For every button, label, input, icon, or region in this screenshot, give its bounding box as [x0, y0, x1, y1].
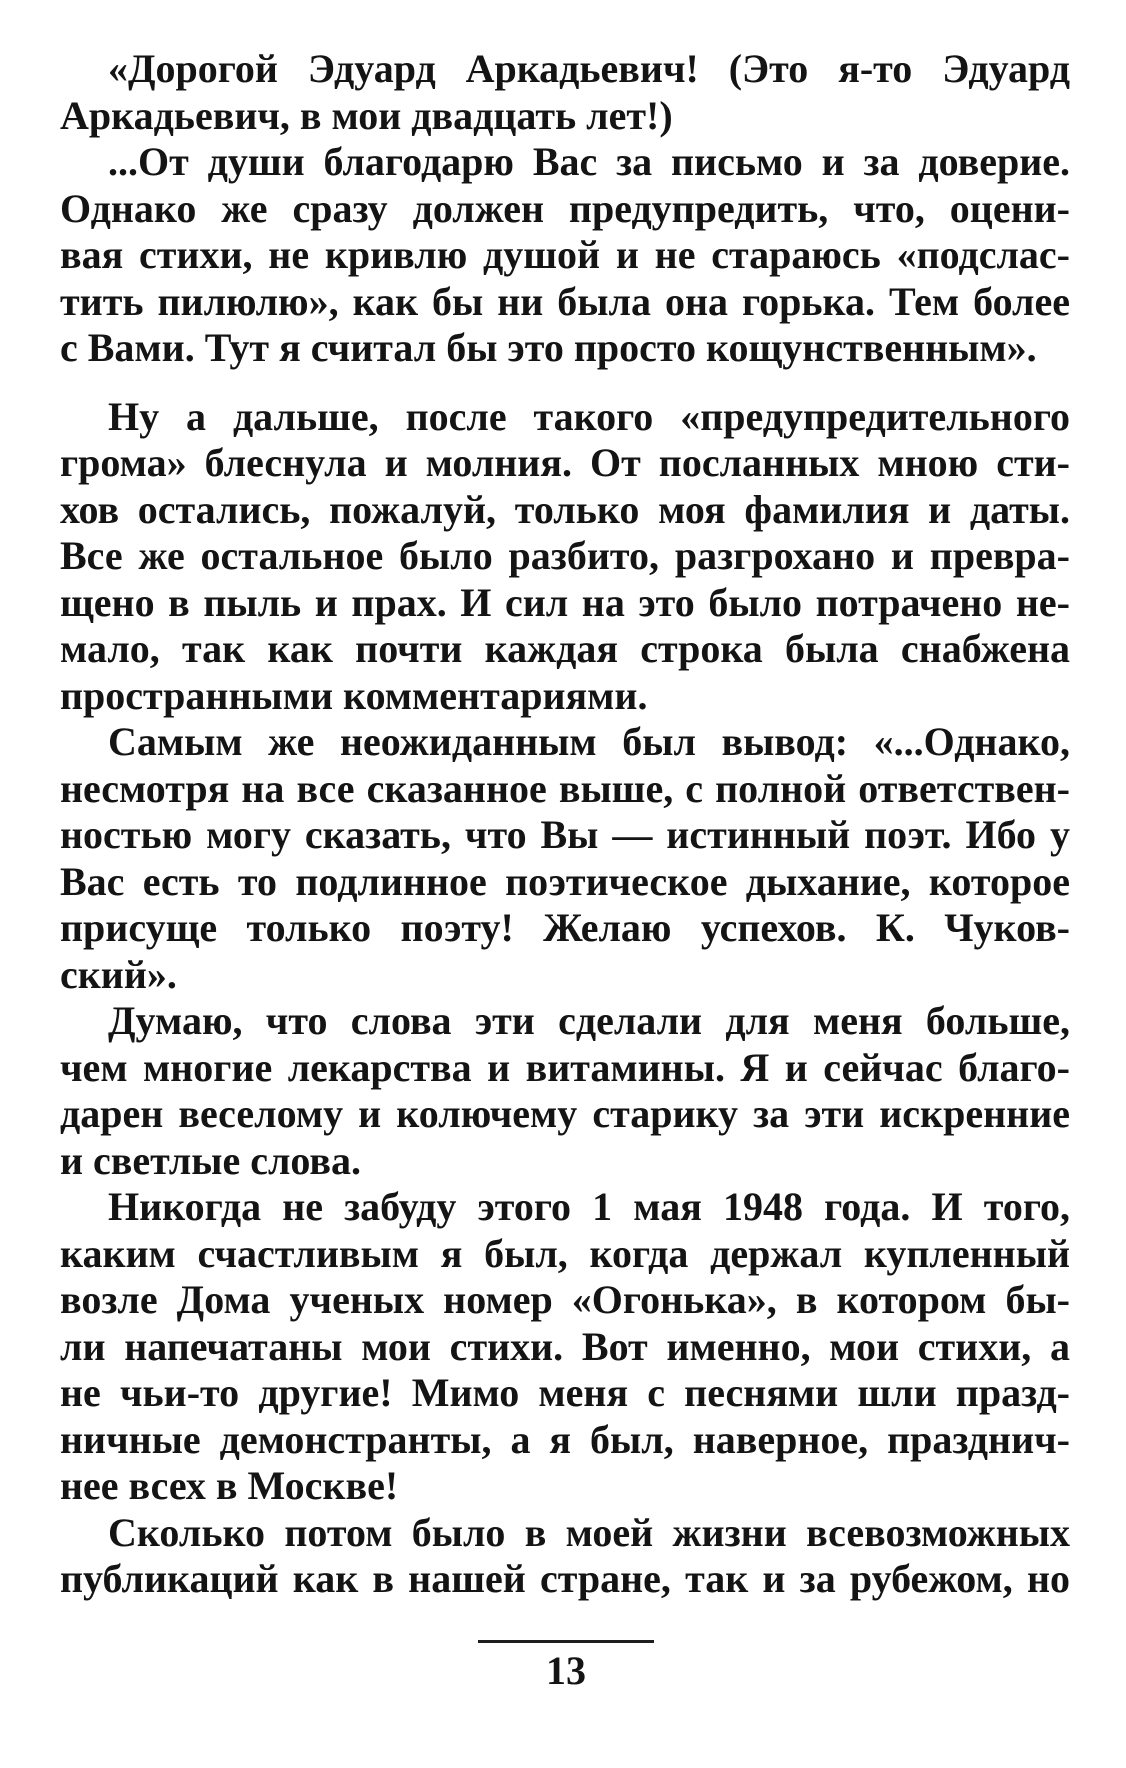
text-line: хов остались, пожалуй, только моя фамилия и даты. [60, 486, 1070, 532]
text-line: чем многие лекарства и витамины. Я и сейчас благо- [60, 1044, 1070, 1090]
text-line: возле Дома ученых номер «Огонька», в котором бы- [60, 1277, 1070, 1322]
text-line: несмотря на все сказанное выше, с полной ответствен- [60, 765, 1070, 811]
paragraph-4 [60, 719, 1070, 998]
text-line: щено в пыль и прах. И сил на это было потрачено не- [60, 579, 1070, 625]
text-line: нее всех в Москве! [60, 1463, 399, 1508]
paragraph-7 [60, 1510, 1070, 1603]
text-line: Ну а дальше, после такого «предупредительного [108, 393, 1070, 439]
page-number: 13 [546, 1648, 586, 1693]
text-line: Сколько потом было в моей жизни всевозможных [108, 1509, 1070, 1555]
paragraph-6 [60, 1184, 1070, 1510]
text-line: ...От души благодарю Вас за письмо и за доверие. [108, 139, 1070, 184]
text-line: Думаю, что слова эти сделали для меня больше, [108, 998, 1070, 1043]
text-line: ностью могу сказать, что Вы — истинный поэт. Ибо у [60, 812, 1070, 857]
text-line: Самым же неожиданным был вывод: «...Однако, [108, 719, 1070, 764]
text-line: грома» блеснула и молния. От посланных мною сти- [60, 440, 1070, 485]
text-line: ничные демонстранты, а я был, наверное, празднич- [60, 1416, 1070, 1462]
text-line: ли напечатаны мои стихи. Вот именно, мои стихи, а [60, 1323, 1070, 1369]
paragraph-1 [60, 46, 1070, 139]
paragraph-5 [60, 998, 1070, 1184]
text-line: Вас есть то подлинное поэтическое дыхание, которое [60, 858, 1070, 904]
text-line: и светлые слова. [60, 1137, 362, 1183]
text-line: с Вами. Тут я считал бы это просто кощунственным». [60, 325, 1037, 370]
text-line: публикаций как в нашей стране, так и за рубежом, но [60, 1556, 1070, 1601]
paragraph-2 [60, 139, 1070, 372]
text-line: присуще только поэту! Желаю успехов. К. Чуков- [60, 905, 1070, 950]
text-line: Никогда не забуду этого 1 мая 1948 года. И того, [108, 1184, 1070, 1229]
footer-rule [478, 1640, 654, 1643]
text-line: мало, так как почти каждая строка была снабжена [60, 626, 1070, 671]
text-line: дарен веселому и колючему старику за эти искренние [60, 1091, 1070, 1136]
text-line: Все же остальное было разбито, разгрохано и превра- [60, 533, 1070, 578]
text-line: не чьи-то другие! Мимо меня с песнями шли празд- [60, 1370, 1070, 1415]
text-line: пространными комментариями. [60, 672, 648, 718]
text-line: Аркадьевич, в мои двадцать лет!) [60, 92, 673, 138]
text-line: Однако же сразу должен предупредить, что, оцени- [60, 185, 1070, 231]
text-line: ский». [60, 951, 177, 997]
text-line: вая стихи, не кривлю душой и не стараюсь «подслас- [60, 232, 1070, 277]
text-line: каким счастливым я был, когда держал купленный [60, 1230, 1070, 1276]
paragraph-3 [60, 394, 1070, 720]
text-line: «Дорогой Эдуард Аркадьевич! (Это я-то Эдуард [108, 46, 1070, 91]
text-block [60, 46, 1070, 1603]
text-line: тить пилюлю», как бы ни была она горька. Тем более [60, 278, 1070, 324]
